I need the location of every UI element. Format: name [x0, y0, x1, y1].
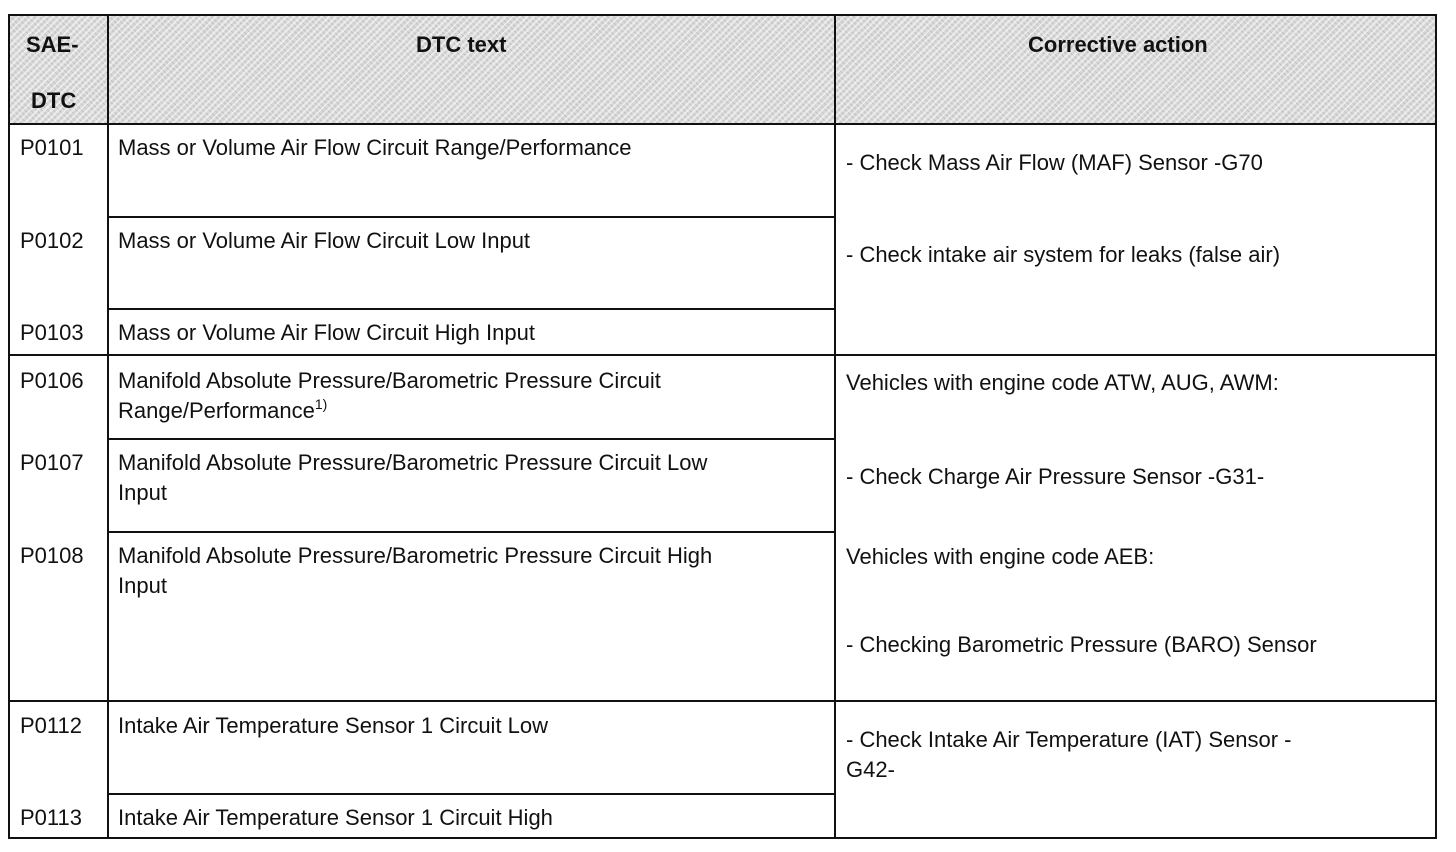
row-rule: [10, 700, 1435, 702]
corrective-action: - Checking Barometric Pressure (BARO) Sensor: [846, 632, 1317, 657]
dtc-description: Mass or Volume Air Flow Circuit Range/Performance: [118, 135, 632, 160]
dtc-code: P0101: [20, 135, 84, 160]
dtc-description-line: Manifold Absolute Pressure/Barometric Pressure Circuit Low: [118, 450, 708, 475]
row-rule: [107, 531, 836, 533]
dtc-description: Intake Air Temperature Sensor 1 Circuit High: [118, 805, 553, 830]
row-rule: [107, 793, 836, 795]
header-text-cell: [109, 16, 834, 124]
corrective-action-line: - Check Intake Air Temperature (IAT) Sensor -: [846, 727, 1292, 752]
corrective-action: - Check Mass Air Flow (MAF) Sensor -G70: [846, 150, 1263, 175]
dtc-description-line: [118, 396, 661, 426]
dtc-code: P0107: [20, 450, 84, 475]
dtc-description: [118, 448, 707, 508]
corrective-action: [846, 725, 1291, 785]
header-code-line2: DTC: [31, 88, 77, 113]
corrective-action: Vehicles with engine code ATW, AUG, AWM:: [846, 370, 1279, 395]
header-dtc-text: DTC text: [416, 32, 507, 57]
dtc-description: [118, 541, 712, 601]
row-rule: [107, 438, 836, 440]
dtc-code: P0108: [20, 543, 84, 568]
header-code-cell: [10, 16, 107, 124]
row-rule: [107, 216, 836, 218]
dtc-description: [118, 366, 661, 426]
header-corrective-action: Corrective action: [1028, 32, 1208, 57]
corrective-action: Vehicles with engine code AEB:: [846, 544, 1155, 569]
dtc-description-line: Manifold Absolute Pressure/Barometric Pressure Circuit: [118, 368, 661, 393]
corrective-action-line: G42-: [846, 757, 895, 782]
row-rule: [107, 308, 836, 310]
dtc-table: [8, 14, 1437, 839]
dtc-description-line: Manifold Absolute Pressure/Barometric Pressure Circuit High: [118, 543, 713, 568]
dtc-description: Mass or Volume Air Flow Circuit High Input: [118, 320, 535, 345]
dtc-code: P0106: [20, 368, 84, 393]
dtc-description: Mass or Volume Air Flow Circuit Low Input: [118, 228, 531, 253]
dtc-description-line: Input: [118, 480, 167, 505]
col-divider-2: [834, 16, 836, 837]
header-code-line1: SAE-: [26, 32, 79, 57]
header-action-cell: [836, 16, 1435, 124]
corrective-action: - Check intake air system for leaks (false air): [846, 242, 1281, 267]
dtc-description: Intake Air Temperature Sensor 1 Circuit Low: [118, 713, 549, 738]
dtc-code: P0112: [20, 713, 82, 738]
corrective-action: - Check Charge Air Pressure Sensor -G31-: [846, 464, 1265, 489]
dtc-code: P0103: [20, 320, 84, 345]
footnote-marker: 1): [314, 396, 328, 412]
dtc-code: P0102: [20, 228, 84, 253]
row-rule: [10, 354, 1435, 356]
dtc-code: P0113: [20, 805, 82, 830]
dtc-description-line-text: Range/Performance: [118, 398, 315, 423]
header-bottom-rule: [10, 123, 1435, 125]
dtc-description-line: Input: [118, 573, 167, 598]
col-divider-1: [107, 16, 109, 837]
